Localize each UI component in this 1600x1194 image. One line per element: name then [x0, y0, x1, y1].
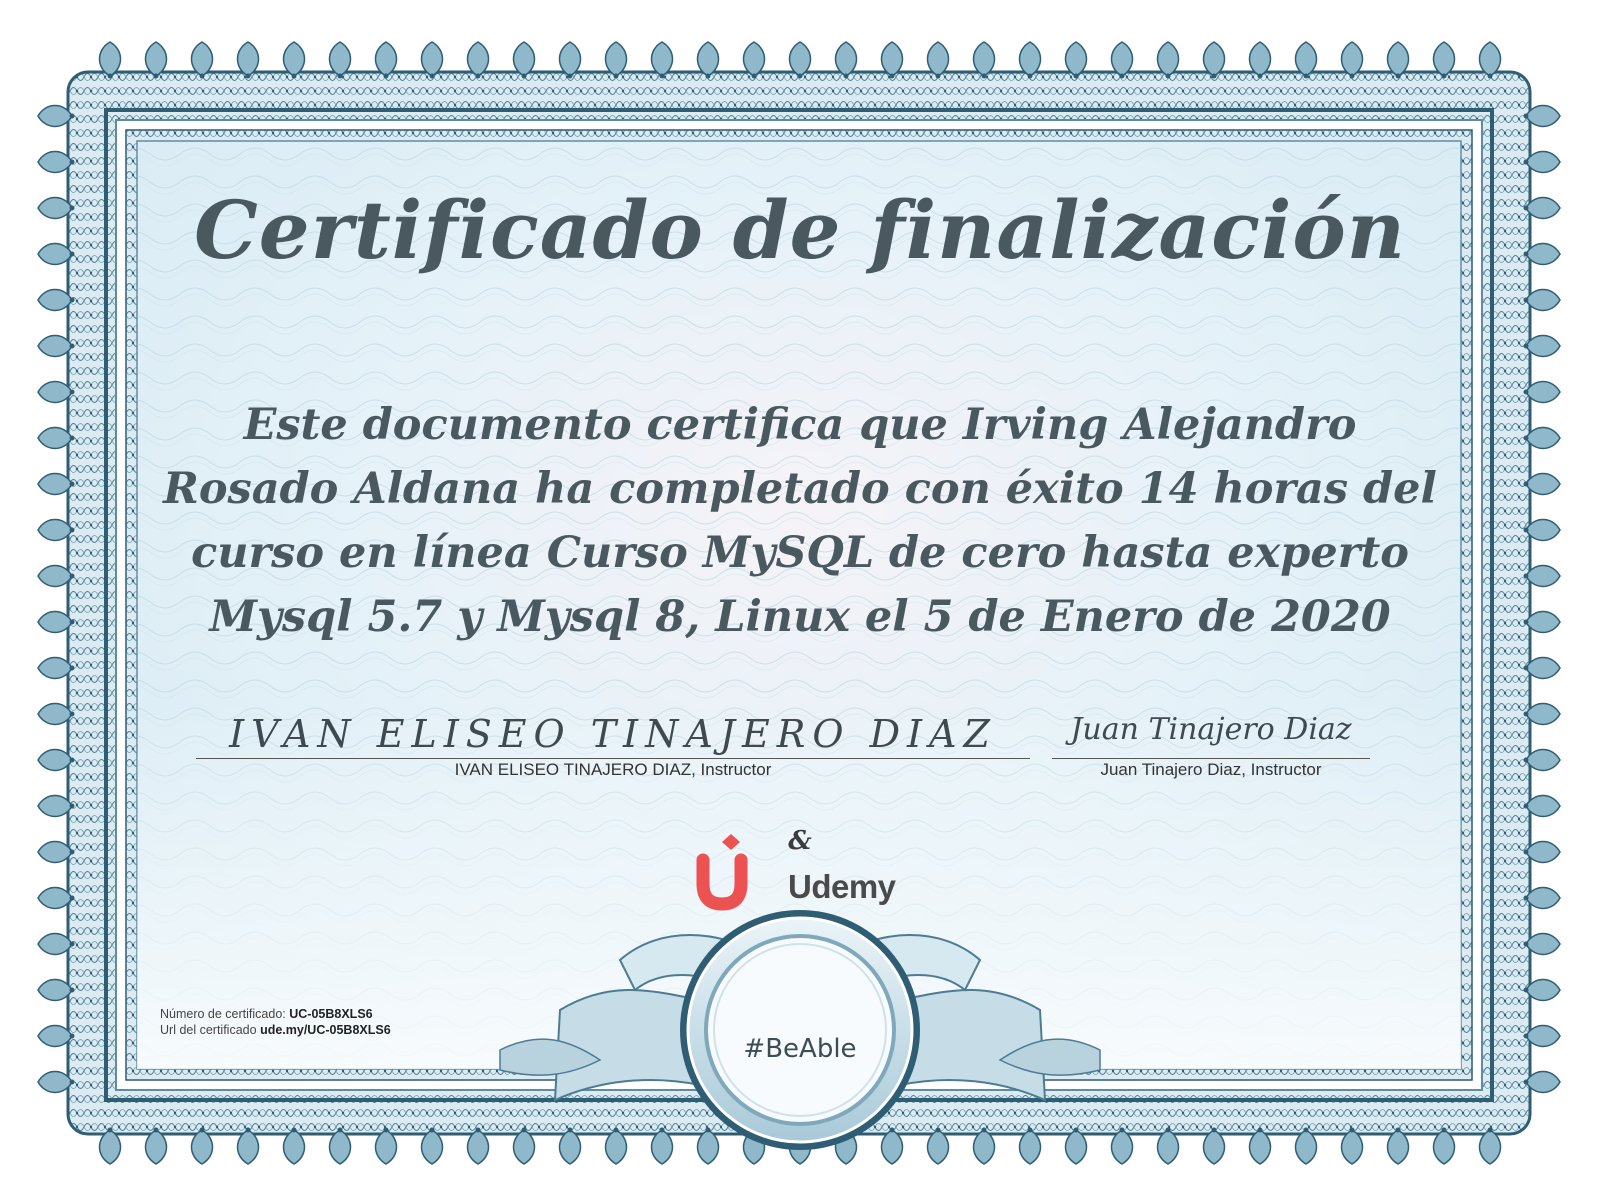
beable-text: #BeAble — [743, 1034, 857, 1064]
ampersand: & — [788, 826, 812, 856]
udemy-wordmark: Udemy — [788, 868, 896, 905]
cert-number-value: UC-05B8XLS6 — [289, 1007, 373, 1021]
certificate-body: Este documento certifica que Irving Alejandro Rosado Aldana ha completado con éxito 14 horas del curso en línea Curso MySQL de cero hasta experto Mysql 5.7 y Mysql 8, Linux el 5 de Enero de 2020 — [163, 400, 1437, 642]
beable-seal — [680, 910, 920, 1150]
signature-1-caption: IVAN ELISEO TINAJERO DIAZ, Instructor — [454, 760, 772, 779]
signature-1-line — [196, 758, 1030, 759]
signature-1-script: IVAN ELISEO TINAJERO DIAZ — [229, 712, 997, 756]
certificate-title: Certificado de finalización — [194, 183, 1406, 277]
signature-2-line — [1052, 758, 1370, 759]
cert-url-value[interactable]: ude.my/UC-05B8XLS6 — [260, 1023, 391, 1037]
signature-2-script: Juan Tinajero Diaz — [1070, 712, 1352, 747]
cert-url-label: Url del certificado — [160, 1023, 257, 1037]
certificate-meta — [160, 1006, 391, 1038]
signature-2-caption: Juan Tinajero Diaz, Instructor — [1100, 760, 1322, 779]
cert-number-label: Número de certificado: — [160, 1007, 286, 1021]
